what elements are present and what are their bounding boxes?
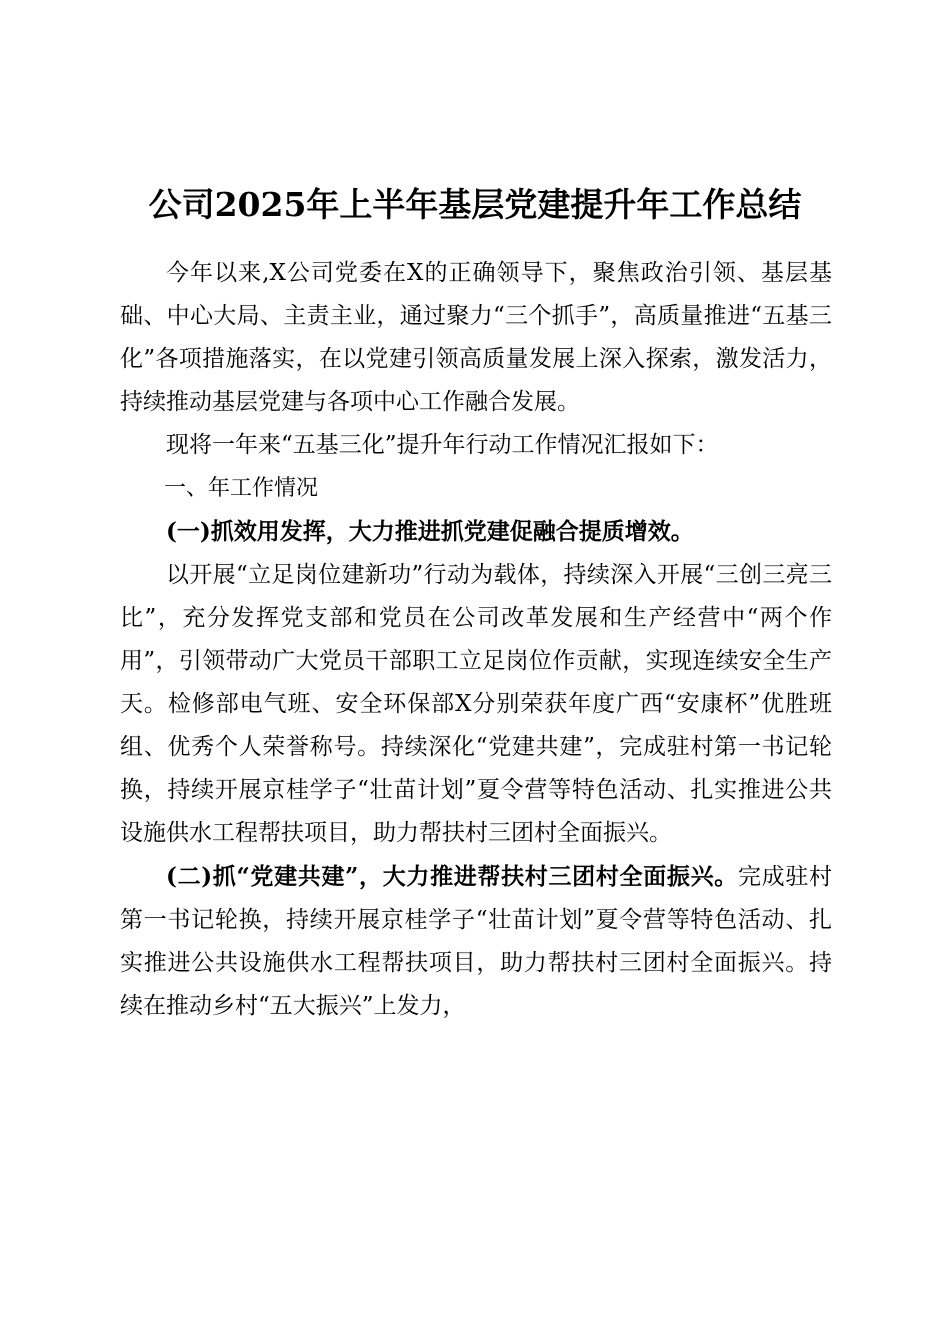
document-title: 公司2025年上半年基层党建提升年工作总结 [148, 185, 802, 224]
subsection-1-body: 以开展“立足岗位建新功”行动为载体，持续深入开展“三创三亮三比”，充分发挥党支部和党员在公司改革发展和生产经营中“两个作用”，引领带动广大党员干部职工立足岗位作贡献，实现连续安全生产天。检修部电气班、安全环保部X分别荣获年度广西“安康杯”优胜班组、优秀个人荣誉称号。持续深化“党建共建”，完成驻村第一书记轮换，持续开展京桂学子“壮苗计划”夏令营等特色活动、扎实推进公共设施供水工程帮扶项目，助力帮扶村三团村全面振兴。 [120, 562, 832, 846]
section-heading-1: 一、年工作情况 [164, 476, 319, 501]
subsection-1-paragraph [120, 510, 832, 554]
subsection-heading-2: (二)抓“党建共建”，大力推进帮扶村三团村全面振兴。 [166, 863, 738, 890]
intro-paragraph: 今年以来,X公司党委在X的正确领导下，聚焦政治引领、基层基础、中心大局、主责主业，通过聚力“三个抓手”，高质量推进“五基三化”各项措施落实，在以党建引领高质量发展上深入探索，激发活力，持续推动基层党建与各项中心工作融合发展。 [120, 260, 832, 415]
report-lead-paragraph: 现将一年来“五基三化”提升年行动工作情况汇报如下： [166, 432, 719, 458]
subsection-heading-1: (一)抓效用发挥，大力推进抓党建促融合提质增效。 [166, 518, 694, 545]
subsection-2-paragraph [120, 855, 832, 1028]
subsection-2-body: 完成驻村第一书记轮换，持续开展京桂学子“壮苗计划”夏令营等特色活动、扎实推进公共设施供水工程帮扶项目，助力帮扶村三团村全面振兴。持续在推动乡村“五大振兴”上发力， [120, 864, 832, 1019]
document-body [120, 252, 832, 1028]
